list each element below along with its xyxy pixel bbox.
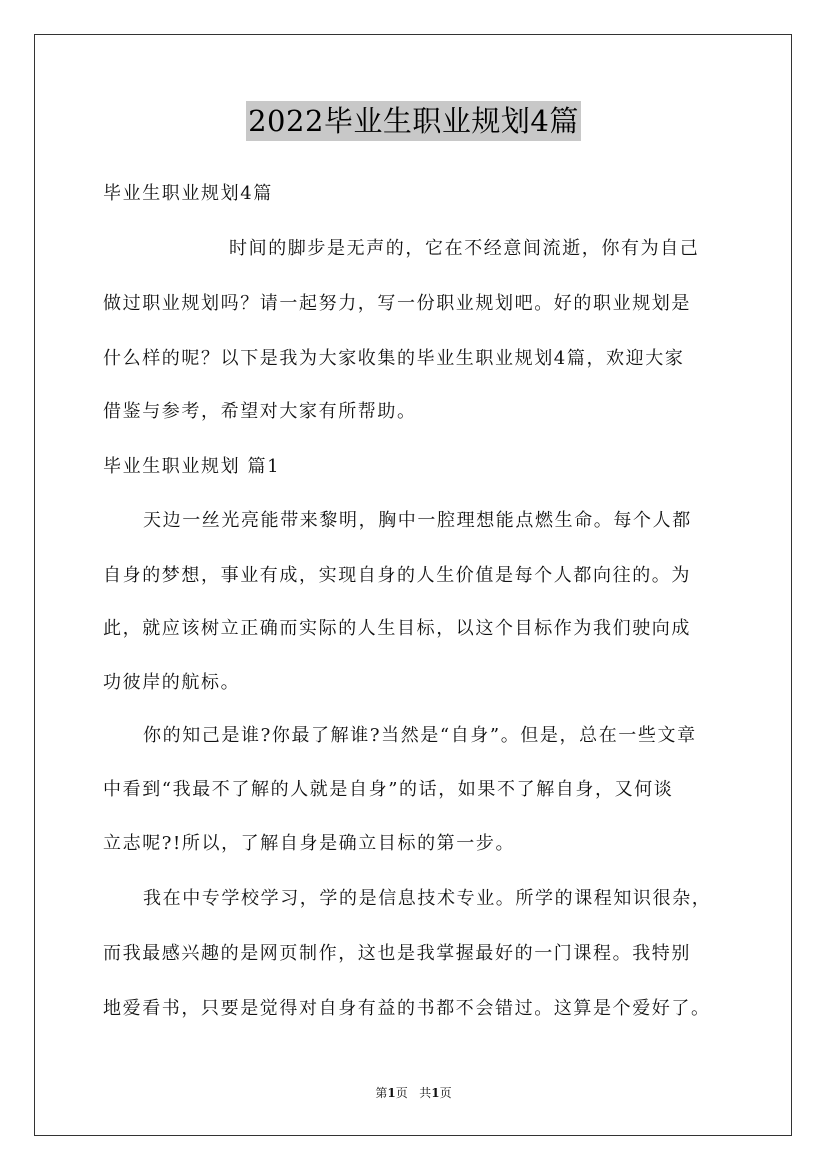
paragraph3-line-2: 而我最感兴趣的是网页制作，这也是我掌握最好的一门课程。我特别 [103,943,691,964]
subtitle: 毕业生职业规划4篇 [103,183,273,204]
paragraph2-line-2: 中看到“我最不了解的人就是自身”的话，如果不了解自身，又何谈 [103,779,674,800]
paragraph2-line-3: 立志呢?!所以，了解自身是确立目标的第一步。 [103,833,516,854]
title-container [0,101,827,141]
paragraph1-line-2: 自身的梦想，事业有成，实现自身的人生价值是每个人都向往的。为 [103,565,691,586]
page-suffix: 页 [395,1086,408,1100]
page-footer [0,1085,827,1101]
paragraph1-line-3: 此，就应该树立正确而实际的人生目标，以这个目标作为我们驶向成 [103,618,691,639]
total-pages: 1 [431,1086,440,1100]
intro-line-3: 什么样的呢？以下是我为大家收集的毕业生职业规划4篇，欢迎大家 [103,348,685,369]
total-prefix: 共 [419,1086,432,1100]
paragraph3-line-3: 地爱看书，只要是觉得对自身有益的书都不会错过。这算是个爱好了。 [103,998,711,1019]
section-heading: 毕业生职业规划 篇1 [103,456,281,477]
paragraph2-line-1: 你的知己是谁?你最了解谁?当然是“自身”。但是，总在一些文章 [143,725,697,746]
intro-line-2: 做过职业规划吗？请一起努力，写一份职业规划吧。好的职业规划是 [103,293,691,314]
paragraph3-line-1: 我在中专学校学习，学的是信息技术专业。所学的课程知识很杂， [143,888,712,909]
intro-line-1: 时间的脚步是无声的，它在不经意间流逝，你有为自己 [229,238,700,259]
intro-line-4: 借鉴与参考，希望对大家有所帮助。 [103,401,417,422]
page-number: 1 [387,1086,396,1100]
document-title: 2022毕业生职业规划4篇 [246,101,581,141]
paragraph1-line-1: 天边一丝光亮能带来黎明，胸中一腔理想能点燃生命。每个人都 [143,510,692,531]
paragraph1-line-4: 功彼岸的航标。 [103,672,241,693]
total-suffix: 页 [439,1086,452,1100]
page-prefix: 第 [375,1086,388,1100]
